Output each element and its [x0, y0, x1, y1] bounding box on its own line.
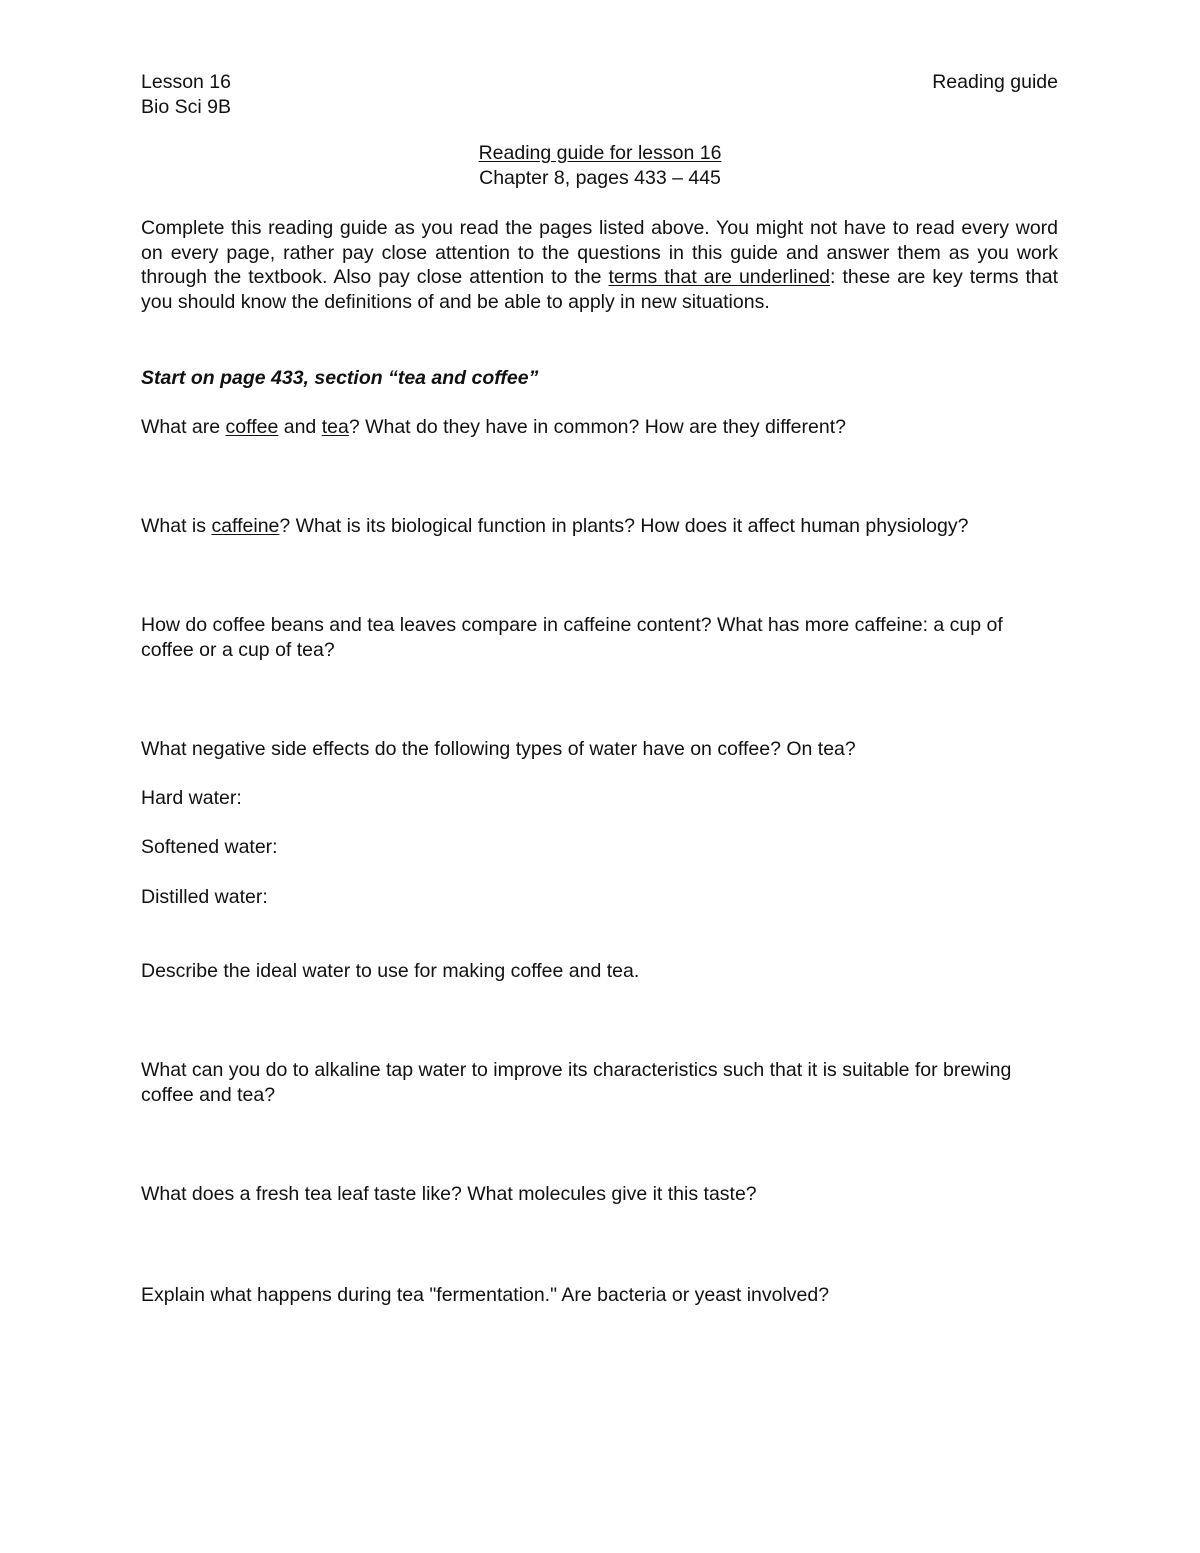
question-6: What can you do to alkaline tap water to improve its characteristics such that it is suitable for brewing coffee and tea?: [141, 1059, 1012, 1106]
question-5: Describe the ideal water to use for making coffee and tea.: [141, 960, 640, 982]
question-4: What negative side effects do the following types of water have on coffee? On tea?: [141, 738, 856, 760]
intro-text-2: : these are key terms that you should know the definitions of and be able to apply in new situations.: [141, 266, 1058, 314]
course-label: Bio Sci 9B: [141, 96, 231, 118]
page-title: [0, 141, 1200, 166]
question-2: [141, 514, 968, 539]
q1-text-b: and: [278, 416, 322, 438]
q2-term-caffeine: caffeine: [211, 515, 280, 537]
q4-item-hard-water: Hard water:: [141, 787, 242, 809]
intro-underlined-terms: terms that are underlined: [608, 266, 831, 289]
question-3: How do coffee beans and tea leaves compare in caffeine content? What has more caffeine: a cup of coffee or a cup of tea?: [141, 614, 1003, 661]
page-title-text: Reading guide for lesson 16: [478, 142, 722, 164]
lesson-label: Lesson 16: [141, 71, 231, 93]
question-1: [141, 415, 846, 440]
q1-term-tea: tea: [321, 416, 349, 438]
doc-type-label: Reading guide: [932, 71, 1058, 93]
q2-text-a: What is: [141, 515, 212, 537]
section-heading: Start on page 433, section “tea and coffee”: [141, 367, 539, 389]
q2-text-b: ? What is its biological function in plants? How does it affect human physiology?: [279, 515, 969, 537]
q1-term-coffee: coffee: [225, 416, 279, 438]
intro-paragraph: [141, 216, 1058, 315]
q4-item-distilled-water: Distilled water:: [141, 886, 268, 908]
q1-text-a: What are: [141, 416, 226, 438]
page-subtitle: Chapter 8, pages 433 – 445: [479, 167, 721, 189]
question-7: What does a fresh tea leaf taste like? What molecules give it this taste?: [141, 1183, 757, 1205]
question-8: Explain what happens during tea "fermentation." Are bacteria or yeast involved?: [141, 1284, 830, 1306]
q1-text-c: ? What do they have in common? How are they different?: [348, 416, 846, 438]
q4-item-softened-water: Softened water:: [141, 836, 278, 858]
intro-text-1: Complete this reading guide as you read the pages listed above. You might not have to read every word on every page, rather pay close attention to the questions in this guide and answer them as you work through the textbook. Also pay close attention to the: [141, 217, 1058, 289]
